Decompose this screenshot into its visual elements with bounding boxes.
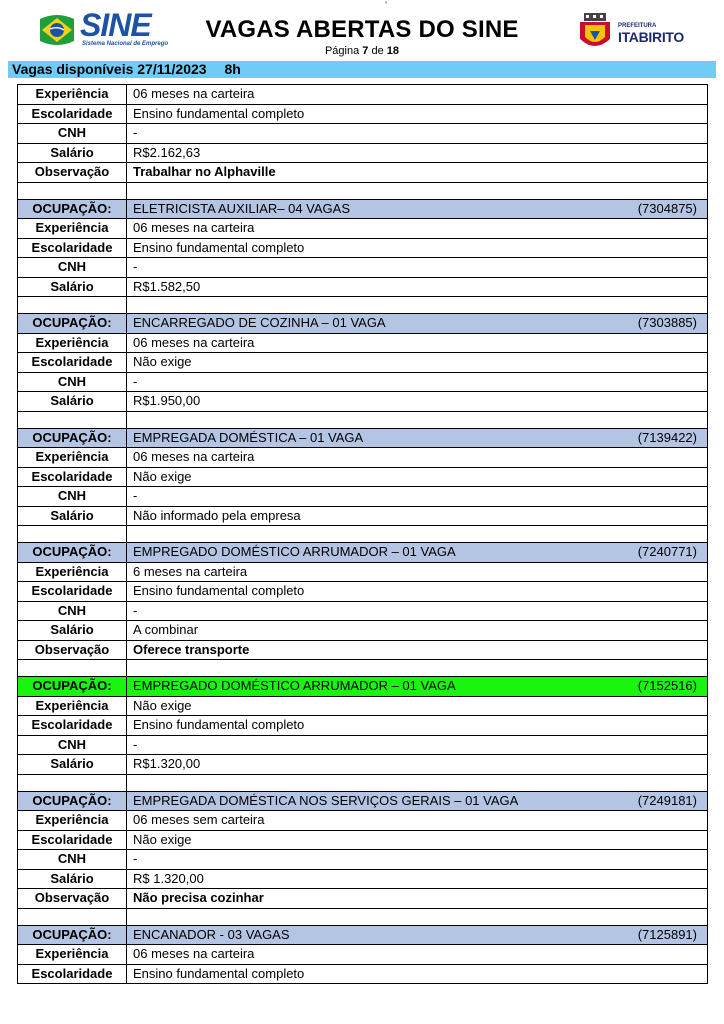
table-row (18, 640, 708, 660)
license-value: - (127, 601, 708, 621)
occupation-row (18, 543, 708, 563)
occupation-label: OCUPAÇÃO: (18, 791, 127, 811)
table-row (18, 696, 708, 716)
salary-value: R$ 1.320,00 (127, 869, 708, 889)
spacer-row (18, 774, 708, 791)
page-header (0, 0, 724, 62)
spacer-row (18, 526, 708, 543)
prefeitura-city: ITABIRITO (618, 29, 685, 45)
experience-value: Não exige (127, 696, 708, 716)
table-row (18, 85, 708, 105)
experience-value: 06 meses na carteira (127, 448, 708, 468)
banner-hour: 8h (224, 61, 241, 77)
page-word: Página (324, 45, 360, 57)
schooling-value: Ensino fundamental completo (127, 964, 708, 984)
experience-label: Experiência (18, 333, 127, 353)
table-row (18, 163, 708, 183)
occupation-title: ENCANADOR - 03 VAGAS (133, 926, 290, 942)
license-value: - (127, 487, 708, 507)
license-label: CNH (18, 487, 127, 507)
page-total: 18 (386, 45, 400, 57)
table-row (18, 582, 708, 602)
occupation-label: OCUPAÇÃO: (18, 314, 127, 334)
note-label: Observação (18, 889, 127, 909)
table-row (18, 448, 708, 468)
experience-value: 06 meses sem carteira (127, 811, 708, 831)
table-row (18, 850, 708, 870)
license-value: - (127, 850, 708, 870)
spacer-row (18, 297, 708, 314)
occupation-code: (7139422) (637, 429, 697, 445)
schooling-value: Não exige (127, 353, 708, 373)
table-row (18, 353, 708, 373)
license-label: CNH (18, 735, 127, 755)
page-of: de (371, 45, 384, 57)
license-label: CNH (18, 372, 127, 392)
spacer-row (18, 908, 708, 925)
occupation-title: EMPREGADO DOMÉSTICO ARRUMADOR – 01 VAGA (133, 678, 456, 694)
occupation-title: EMPREGADA DOMÉSTICA NOS SERVIÇOS GERAIS – 01 VAGA (133, 792, 519, 808)
schooling-value: Não exige (127, 830, 708, 850)
salary-value: R$2.162,63 (127, 143, 708, 163)
experience-label: Experiência (18, 562, 127, 582)
occupation-label: OCUPAÇÃO: (18, 543, 127, 563)
table-row (18, 869, 708, 889)
table-row (18, 467, 708, 487)
occupation-code: (7240771) (637, 544, 697, 560)
license-label: CNH (18, 258, 127, 278)
occupation-code: (7125891) (637, 926, 697, 942)
salary-value: R$1.320,00 (127, 755, 708, 775)
sine-logo-text: SINE (80, 7, 151, 43)
salary-value: R$1.582,50 (127, 277, 708, 297)
occupation-title: ENCARREGADO DE COZINHA – 01 VAGA (133, 315, 386, 331)
occupation-row (18, 428, 708, 448)
occupation-label: OCUPAÇÃO: (18, 428, 127, 448)
table-row (18, 755, 708, 775)
salary-label: Salário (18, 392, 127, 412)
experience-label: Experiência (18, 945, 127, 965)
top-mark: ’ (385, 0, 387, 10)
city-crest-icon (576, 13, 614, 53)
schooling-value: Ensino fundamental completo (127, 104, 708, 124)
experience-label: Experiência (18, 85, 127, 105)
occupation-row (18, 791, 708, 811)
occupation-label: OCUPAÇÃO: (18, 199, 127, 219)
spacer-row (18, 182, 708, 199)
experience-label: Experiência (18, 219, 127, 239)
table-row (18, 143, 708, 163)
table-row (18, 372, 708, 392)
occupation-row (18, 199, 708, 219)
occupation-code: (7303885) (637, 315, 697, 331)
occupation-label: OCUPAÇÃO: (18, 925, 127, 945)
experience-label: Experiência (18, 448, 127, 468)
jobs-table (17, 84, 708, 984)
table-row (18, 333, 708, 353)
table-row (18, 258, 708, 278)
table-row (18, 506, 708, 526)
license-value: - (127, 258, 708, 278)
note-label: Observação (18, 640, 127, 660)
experience-value: 06 meses na carteira (127, 333, 708, 353)
salary-label: Salário (18, 277, 127, 297)
salary-label: Salário (18, 506, 127, 526)
salary-label: Salário (18, 755, 127, 775)
table-row (18, 811, 708, 831)
occupation-code: (7249181) (637, 792, 697, 808)
table-row (18, 621, 708, 641)
note-label: Observação (18, 163, 127, 183)
occupation-label: OCUPAÇÃO: (18, 677, 127, 697)
prefeitura-logo (576, 13, 686, 53)
table-row (18, 964, 708, 984)
salary-value: A combinar (127, 621, 708, 641)
experience-label: Experiência (18, 696, 127, 716)
occupation-title: EMPREGADO DOMÉSTICO ARRUMADOR – 01 VAGA (133, 544, 456, 560)
table-row (18, 562, 708, 582)
table-row (18, 735, 708, 755)
salary-value: Não informado pela empresa (127, 506, 708, 526)
table-row (18, 277, 708, 297)
license-value: - (127, 372, 708, 392)
license-value: - (127, 735, 708, 755)
table-row (18, 487, 708, 507)
schooling-label: Escolaridade (18, 238, 127, 258)
table-row (18, 219, 708, 239)
sine-logo-subtitle: Sistema Nacional de Emprego (82, 41, 169, 47)
page-title: VAGAS ABERTAS DO SINE (205, 16, 519, 43)
prefeitura-label: PREFEITURA (618, 23, 657, 29)
schooling-label: Escolaridade (18, 716, 127, 736)
experience-value: 06 meses na carteira (127, 219, 708, 239)
schooling-label: Escolaridade (18, 582, 127, 602)
schooling-value: Não exige (127, 467, 708, 487)
salary-label: Salário (18, 621, 127, 641)
occupation-row (18, 925, 708, 945)
availability-banner (8, 61, 716, 78)
experience-value: 06 meses na carteira (127, 945, 708, 965)
salary-value: R$1.950,00 (127, 392, 708, 412)
schooling-value: Ensino fundamental completo (127, 582, 708, 602)
spacer-row (18, 411, 708, 428)
schooling-label: Escolaridade (18, 830, 127, 850)
page-current: 7 (362, 45, 369, 57)
license-label: CNH (18, 124, 127, 144)
schooling-label: Escolaridade (18, 467, 127, 487)
table-row (18, 238, 708, 258)
license-value: - (127, 124, 708, 144)
table-row (18, 104, 708, 124)
table-row (18, 830, 708, 850)
schooling-label: Escolaridade (18, 964, 127, 984)
schooling-value: Ensino fundamental completo (127, 716, 708, 736)
note-value: Não precisa cozinhar (127, 889, 708, 909)
table-row (18, 889, 708, 909)
note-value: Trabalhar no Alphaville (127, 163, 708, 183)
table-row (18, 945, 708, 965)
schooling-label: Escolaridade (18, 353, 127, 373)
salary-label: Salário (18, 869, 127, 889)
experience-value: 6 meses na carteira (127, 562, 708, 582)
occupation-code: (7152516) (637, 678, 697, 694)
note-value: Oferece transporte (127, 640, 708, 660)
license-label: CNH (18, 850, 127, 870)
table-row (18, 716, 708, 736)
experience-label: Experiência (18, 811, 127, 831)
license-label: CNH (18, 601, 127, 621)
schooling-label: Escolaridade (18, 104, 127, 124)
occupation-title: EMPREGADA DOMÉSTICA – 01 VAGA (133, 429, 364, 445)
banner-date: Vagas disponíveis 27/11/2023 (12, 61, 207, 77)
table-row (18, 601, 708, 621)
experience-value: 06 meses na carteira (127, 85, 708, 105)
spacer-row (18, 660, 708, 677)
table-row (18, 124, 708, 144)
occupation-code: (7304875) (637, 200, 697, 216)
table-row (18, 392, 708, 412)
occupation-row (18, 314, 708, 334)
schooling-value: Ensino fundamental completo (127, 238, 708, 258)
occupation-row (18, 677, 708, 697)
salary-label: Salário (18, 143, 127, 163)
occupation-title: ELETRICISTA AUXILIAR– 04 VAGAS (133, 200, 350, 216)
